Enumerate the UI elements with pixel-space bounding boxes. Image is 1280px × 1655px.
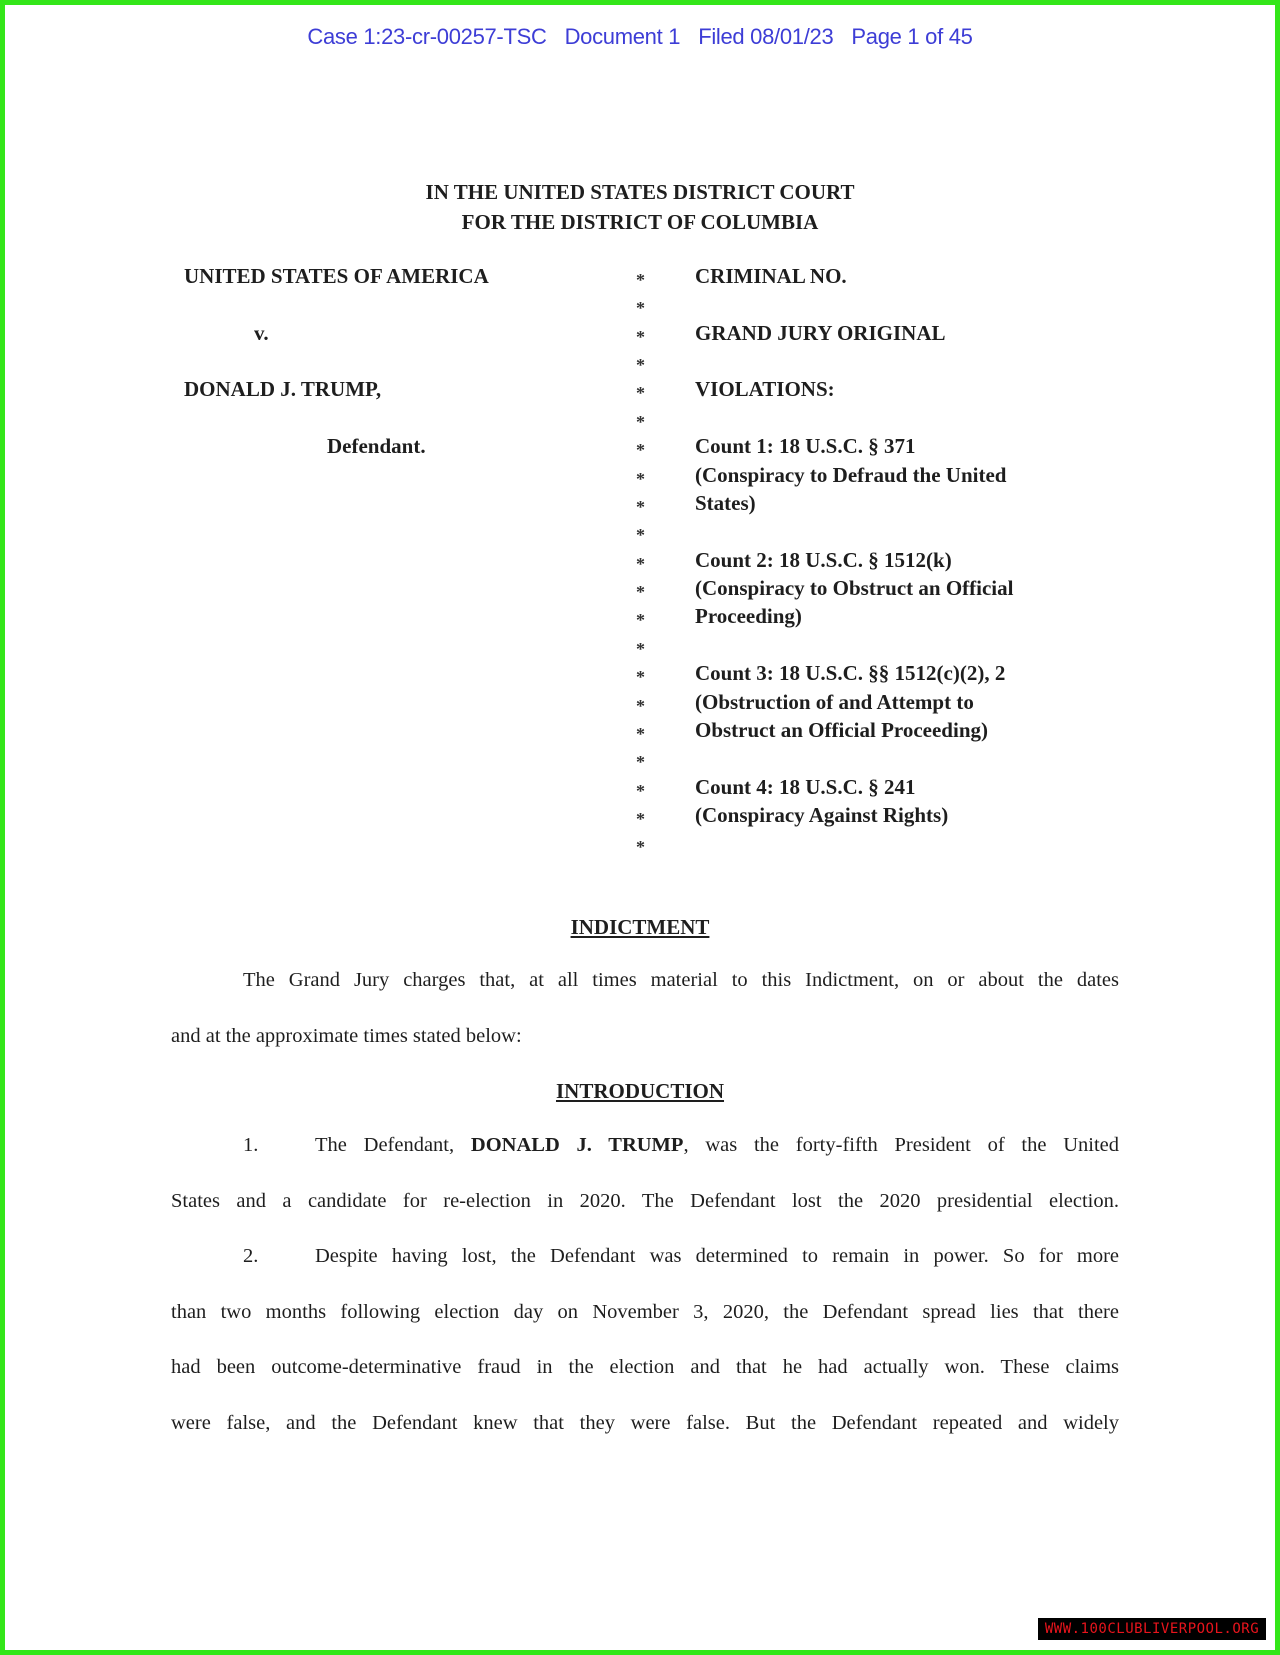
- paragraph-2-line-2: than two months following election day on November 3, 2020, the Defendant spread lies that there: [171, 1300, 1119, 1323]
- separator-asterisk: *: [636, 667, 645, 687]
- separator-asterisk: *: [636, 298, 645, 318]
- case-number: Case 1:23-cr-00257-TSC: [307, 24, 547, 49]
- paragraph-1-text-a: The Defendant,: [315, 1134, 471, 1156]
- grand-jury-label: GRAND JURY ORIGINAL: [695, 321, 946, 345]
- separator-asterisk: *: [636, 582, 645, 602]
- paragraph-1-text-b: , was the forty-fifth President of the United: [683, 1134, 1120, 1156]
- violations-label: VIOLATIONS:: [695, 377, 835, 401]
- separator-asterisk: *: [636, 327, 645, 347]
- paragraph-2: [171, 1229, 1119, 1451]
- count-1-description-cont: States): [695, 491, 756, 515]
- indictment-line-1: The Grand Jury charges that, at all times material to this Indictment, on or about the dates: [243, 969, 1119, 991]
- paragraph-2-line-4: were false, and the Defendant knew that they were false. But the Defendant repeated and widely: [171, 1411, 1119, 1434]
- filing-header: [0, 24, 1280, 50]
- separator-asterisk: *: [636, 355, 645, 375]
- count-1-description: (Conspiracy to Defraud the United: [695, 463, 1007, 487]
- separator-asterisk: *: [636, 610, 645, 630]
- count-3-statute: Count 3: 18 U.S.C. §§ 1512(c)(2), 2: [695, 661, 1006, 685]
- separator-asterisk: *: [636, 809, 645, 829]
- separator-asterisk: *: [636, 639, 645, 659]
- court-title: [0, 177, 1280, 237]
- separator-asterisk: *: [636, 440, 645, 460]
- separator-asterisk: *: [636, 724, 645, 744]
- paragraph-2-number: 2.: [243, 1245, 259, 1267]
- count-4-description: (Conspiracy Against Rights): [695, 803, 949, 827]
- separator-asterisk: *: [636, 752, 645, 772]
- paragraph-1-number: 1.: [243, 1134, 259, 1156]
- page-count: Page 1 of 45: [851, 24, 973, 49]
- count-2-description-cont: Proceeding): [695, 604, 802, 628]
- separator-asterisk: *: [636, 469, 645, 489]
- separator-asterisk: *: [636, 525, 645, 545]
- indictment-heading: INDICTMENT: [570, 915, 710, 939]
- separator-asterisk: *: [636, 383, 645, 403]
- separator-asterisk: *: [636, 837, 645, 857]
- separator-asterisk: *: [636, 554, 645, 574]
- separator-asterisk: *: [636, 497, 645, 517]
- count-3-description-cont: Obstruct an Official Proceeding): [695, 718, 988, 742]
- court-title-line-1: IN THE UNITED STATES DISTRICT COURT: [425, 180, 855, 204]
- count-1-statute: Count 1: 18 U.S.C. § 371: [695, 434, 916, 458]
- count-3-description: (Obstruction of and Attempt to: [695, 690, 974, 714]
- paragraph-1-line-2: States and a candidate for re-election in 2020. The Defendant lost the 2020 presidential election.: [171, 1189, 1119, 1212]
- count-4-statute: Count 4: 18 U.S.C. § 241: [695, 775, 916, 799]
- introduction-heading: INTRODUCTION: [555, 1079, 725, 1103]
- filed-date: Filed 08/01/23: [698, 24, 834, 49]
- versus-label: v.: [254, 321, 269, 345]
- defendant-name-bold: DONALD J. TRUMP: [470, 1134, 684, 1156]
- separator-asterisk: *: [636, 412, 645, 432]
- count-2-statute: Count 2: 18 U.S.C. § 1512(k): [695, 548, 952, 572]
- criminal-number-label: CRIMINAL NO.: [695, 264, 847, 288]
- watermark-link[interactable]: WWW.100CLUBLIVERPOOL.ORG: [1038, 1618, 1266, 1640]
- document-number: Document 1: [564, 24, 681, 49]
- court-title-line-2: FOR THE DISTRICT OF COLUMBIA: [461, 210, 819, 234]
- separator-asterisk: *: [636, 270, 645, 290]
- indictment-line-2: and at the approximate times stated below:: [171, 1024, 522, 1047]
- paragraph-2-text: Despite having lost, the Defendant was determined to remain in power. So for more: [315, 1245, 1119, 1267]
- paragraph-1: [171, 1118, 1119, 1229]
- separator-asterisk: *: [636, 696, 645, 716]
- indictment-paragraph: [171, 953, 1119, 1064]
- defendant-label: Defendant.: [327, 434, 426, 458]
- separator-asterisk: *: [636, 781, 645, 801]
- plaintiff-name: UNITED STATES OF AMERICA: [184, 264, 489, 288]
- count-2-description: (Conspiracy to Obstruct an Official: [695, 576, 1014, 600]
- paragraph-2-line-3: had been outcome-determinative fraud in the election and that he had actually won. These claims: [171, 1356, 1119, 1378]
- paragraph-2-line-1: [171, 1229, 1119, 1285]
- paragraph-1-line-1: [171, 1118, 1119, 1174]
- defendant-name: DONALD J. TRUMP,: [184, 377, 382, 401]
